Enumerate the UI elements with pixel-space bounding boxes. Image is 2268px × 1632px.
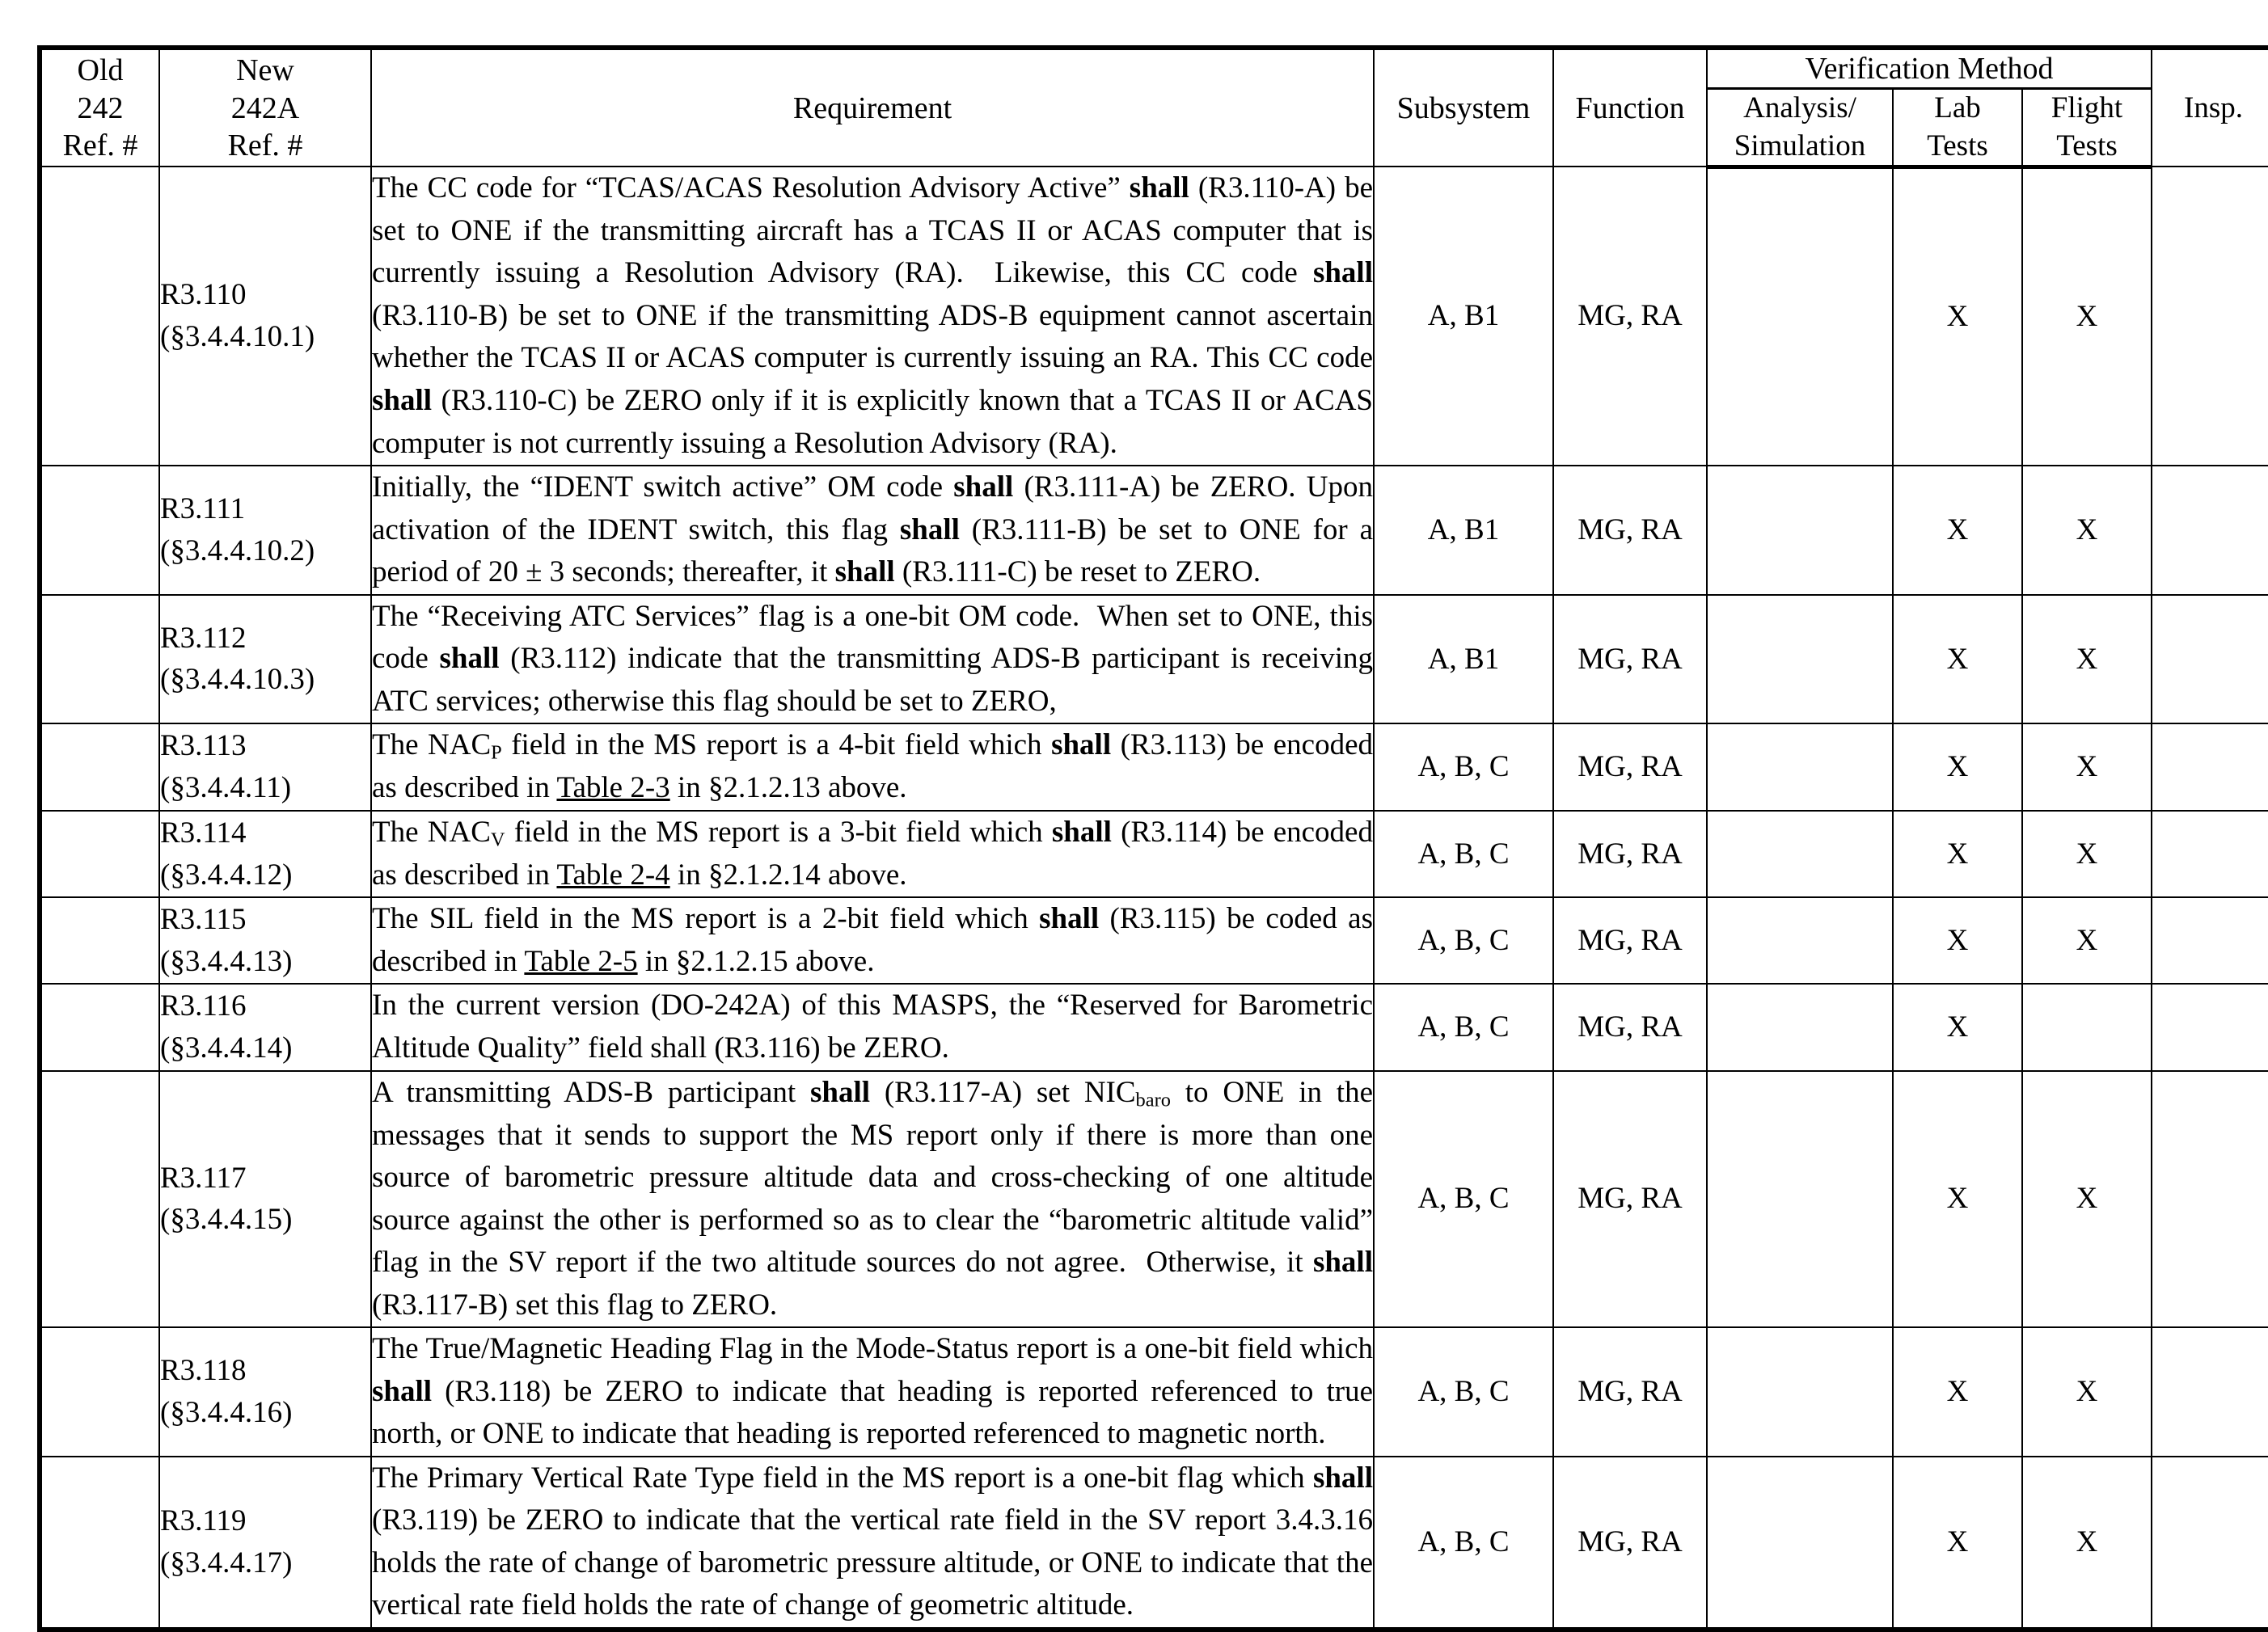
cell-new-ref (159, 1071, 371, 1328)
table-row (40, 595, 2268, 724)
table-header (40, 48, 2268, 167)
header-old-line1: Old (77, 53, 124, 88)
cell-inspection (2152, 723, 2268, 811)
new-ref-id: R3.112 (160, 621, 247, 655)
cell-function: MG, RA (1553, 897, 1707, 984)
cell-lab-tests: X (1893, 984, 2022, 1070)
header-old-242-ref (40, 48, 159, 167)
cell-flight-tests: X (2022, 1071, 2152, 1328)
cell-function: MG, RA (1553, 984, 1707, 1070)
header-verification-method: Verification Method (1707, 48, 2152, 89)
new-ref-id: R3.119 (160, 1504, 247, 1538)
cell-flight-tests (2022, 984, 2152, 1070)
table-row (40, 811, 2268, 898)
cell-flight-tests: X (2022, 167, 2152, 466)
new-ref-section: (§3.4.4.11) (160, 771, 292, 805)
header-lab-line1: Lab (1934, 91, 1981, 125)
header-lab-line2: Tests (1927, 129, 1988, 162)
cell-old-ref (40, 1457, 159, 1630)
cell-requirement-text: The SIL field in the MS report is a 2-bit field which shall (R3.115) be coded as described in Table 2-5 in §2.1.2.15 above. (371, 897, 1374, 984)
cell-requirement-text: The “Receiving ATC Services” flag is a one-bit OM code. When set to ONE, this code shall (R3.112) indicate that the transmitting ADS-B participant is receiving ATC services; otherwise this flag should be set to ZERO, (371, 595, 1374, 724)
table-row (40, 1457, 2268, 1630)
cell-inspection (2152, 897, 2268, 984)
header-analysis-simulation (1707, 89, 1893, 167)
new-ref-section: (§3.4.4.12) (160, 858, 293, 892)
cell-old-ref (40, 984, 159, 1070)
cell-analysis-simulation (1707, 1327, 1893, 1457)
cell-subsystem: A, B, C (1374, 1071, 1553, 1328)
cell-function: MG, RA (1553, 1071, 1707, 1328)
cell-requirement-text: The Primary Vertical Rate Type field in the MS report is a one-bit flag which shall (R3.119) be ZERO to indicate that the vertical rate field in the SV report 3.4.3.16 holds the rate of change of barometric pressure altitude, or ONE to indicate that the vertical rate field holds the rate of change of geometric altitude. (371, 1457, 1374, 1630)
cell-old-ref (40, 1071, 159, 1328)
cell-flight-tests: X (2022, 1457, 2152, 1630)
cell-analysis-simulation (1707, 1457, 1893, 1630)
cell-new-ref (159, 466, 371, 595)
cell-lab-tests: X (1893, 167, 2022, 466)
cell-old-ref (40, 1327, 159, 1457)
header-row-top (40, 48, 2268, 89)
cell-subsystem: A, B, C (1374, 897, 1553, 984)
cell-lab-tests: X (1893, 1457, 2022, 1630)
cell-analysis-simulation (1707, 595, 1893, 724)
cell-requirement-text: A transmitting ADS-B participant shall (R3.117-A) set $NIC_{baro}$ to ONE in the messages that it sends to support the MS report only if there is more than one source of barometric pressure altitude data and cross-checking of one altitude source against the other is performed so as to clear the “barometric altitude valid” flag in the SV report if the two altitude sources do not agree. Otherwise, it shall (R3.117-B) set this flag to ZERO. (371, 1071, 1374, 1328)
header-lab-tests (1893, 89, 2022, 167)
new-ref-section: (§3.4.4.15) (160, 1203, 293, 1237)
cell-inspection (2152, 595, 2268, 724)
cell-inspection (2152, 984, 2268, 1070)
cell-function: MG, RA (1553, 595, 1707, 724)
header-new-line2: 242A (230, 91, 300, 125)
header-old-line3: Ref. # (62, 128, 138, 162)
new-ref-section: (§3.4.4.10.1) (160, 320, 315, 354)
new-ref-id: R3.111 (160, 492, 246, 526)
cell-subsystem: A, B, C (1374, 1457, 1553, 1630)
header-requirement: Requirement (371, 48, 1374, 167)
cell-analysis-simulation (1707, 723, 1893, 811)
cell-flight-tests: X (2022, 811, 2152, 898)
cell-function: MG, RA (1553, 167, 1707, 466)
cell-lab-tests: X (1893, 811, 2022, 898)
header-flight-line2: Tests (2056, 129, 2118, 162)
table-row (40, 984, 2268, 1070)
cell-flight-tests: X (2022, 723, 2152, 811)
cell-requirement-text: The CC code for “TCAS/ACAS Resolution Advisory Active” shall (R3.110-A) be set to ONE if the transmitting aircraft has a TCAS II or ACAS computer that is currently issuing a Resolution Advisory (RA). Likewise, this CC code shall (R3.110-B) be set to ONE if the transmitting ADS-B equipment cannot ascertain whether the TCAS II or ACAS computer is currently issuing an RA. This CC code shall (R3.110-C) be ZERO only if it is explicitly known that a TCAS II or ACAS computer is not currently issuing a Resolution Advisory (RA). (371, 167, 1374, 466)
cell-subsystem: A, B, C (1374, 984, 1553, 1070)
new-ref-section: (§3.4.4.16) (160, 1396, 293, 1429)
new-ref-id: R3.115 (160, 903, 247, 937)
cell-lab-tests: X (1893, 595, 2022, 724)
cell-new-ref (159, 1327, 371, 1457)
cell-old-ref (40, 595, 159, 724)
cell-requirement-text: The $NAC_P$ field in the MS report is a 4-bit field which shall (R3.113) be encoded as described in Table 2-3 in §2.1.2.13 above. (371, 723, 1374, 811)
cell-subsystem: A, B, C (1374, 723, 1553, 811)
new-ref-section: (§3.4.4.13) (160, 944, 293, 978)
cell-analysis-simulation (1707, 1071, 1893, 1328)
cell-new-ref (159, 723, 371, 811)
cell-new-ref (159, 984, 371, 1070)
cell-flight-tests: X (2022, 1327, 2152, 1457)
header-old-line2: 242 (77, 91, 124, 125)
cell-new-ref (159, 897, 371, 984)
cell-old-ref (40, 723, 159, 811)
header-flight-tests (2022, 89, 2152, 167)
new-ref-id: R3.110 (160, 278, 247, 312)
cell-old-ref (40, 811, 159, 898)
table-row (40, 1327, 2268, 1457)
cell-lab-tests: X (1893, 1071, 2022, 1328)
cell-lab-tests: X (1893, 466, 2022, 595)
cell-subsystem: A, B1 (1374, 466, 1553, 595)
header-analysis-line2: Simulation (1734, 129, 1866, 162)
cell-old-ref (40, 466, 159, 595)
cell-inspection (2152, 1457, 2268, 1630)
cell-analysis-simulation (1707, 984, 1893, 1070)
cell-subsystem: A, B, C (1374, 1327, 1553, 1457)
cell-function: MG, RA (1553, 1327, 1707, 1457)
table-row (40, 897, 2268, 984)
new-ref-section: (§3.4.4.10.2) (160, 533, 315, 567)
cell-inspection (2152, 167, 2268, 466)
cell-new-ref (159, 811, 371, 898)
header-new-line3: Ref. # (227, 128, 303, 162)
new-ref-section: (§3.4.4.10.3) (160, 663, 315, 697)
new-ref-id: R3.117 (160, 1161, 247, 1195)
new-ref-id: R3.114 (160, 816, 247, 850)
cell-analysis-simulation (1707, 167, 1893, 466)
header-new-242a-ref (159, 48, 371, 167)
new-ref-id: R3.113 (160, 729, 247, 763)
cell-analysis-simulation (1707, 466, 1893, 595)
cell-function: MG, RA (1553, 723, 1707, 811)
cell-inspection (2152, 466, 2268, 595)
table-row (40, 1071, 2268, 1328)
cell-lab-tests: X (1893, 723, 2022, 811)
cell-flight-tests: X (2022, 897, 2152, 984)
cell-inspection (2152, 811, 2268, 898)
header-inspection: Insp. (2152, 48, 2268, 167)
cell-flight-tests: X (2022, 595, 2152, 724)
cell-lab-tests: X (1893, 1327, 2022, 1457)
new-ref-id: R3.116 (160, 989, 247, 1023)
cell-lab-tests: X (1893, 897, 2022, 984)
cell-old-ref (40, 167, 159, 466)
header-function: Function (1553, 48, 1707, 167)
cell-flight-tests: X (2022, 466, 2152, 595)
header-subsystem: Subsystem (1374, 48, 1553, 167)
cell-subsystem: A, B, C (1374, 811, 1553, 898)
cell-requirement-text: In the current version (DO-242A) of this MASPS, the “Reserved for Barometric Altitude Quality” field shall (R3.116) be ZERO. (371, 984, 1374, 1070)
cell-function: MG, RA (1553, 811, 1707, 898)
cell-old-ref (40, 897, 159, 984)
cell-requirement-text: The $NAC_V$ field in the MS report is a 3-bit field which shall (R3.114) be encoded as described in Table 2-4 in §2.1.2.14 above. (371, 811, 1374, 898)
table-body (40, 167, 2268, 1630)
header-analysis-line1: Analysis/ (1743, 91, 1856, 125)
requirements-verification-table (37, 45, 2268, 1632)
cell-new-ref (159, 595, 371, 724)
cell-requirement-text: Initially, the “IDENT switch active” OM code shall (R3.111-A) be ZERO. Upon activation of the IDENT switch, this flag shall (R3.111-B) be set to ONE for a period of 20 ± 3 seconds; thereafter, it shall (R3.111-C) be reset to ZERO. (371, 466, 1374, 595)
cell-subsystem: A, B1 (1374, 595, 1553, 724)
new-ref-section: (§3.4.4.14) (160, 1031, 293, 1065)
cell-function: MG, RA (1553, 1457, 1707, 1630)
new-ref-id: R3.118 (160, 1354, 247, 1388)
new-ref-section: (§3.4.4.17) (160, 1546, 293, 1579)
header-flight-line1: Flight (2050, 91, 2123, 125)
table-row (40, 466, 2268, 595)
header-new-line1: New (236, 53, 294, 88)
cell-inspection (2152, 1071, 2268, 1328)
table-row (40, 167, 2268, 466)
cell-inspection (2152, 1327, 2268, 1457)
cell-new-ref (159, 1457, 371, 1630)
table-row (40, 723, 2268, 811)
cell-analysis-simulation (1707, 897, 1893, 984)
cell-subsystem: A, B1 (1374, 167, 1553, 466)
cell-new-ref (159, 167, 371, 466)
cell-analysis-simulation (1707, 811, 1893, 898)
cell-function: MG, RA (1553, 466, 1707, 595)
cell-requirement-text: The True/Magnetic Heading Flag in the Mode-Status report is a one-bit field which shall (R3.118) be ZERO to indicate that heading is reported referenced to true north, or ONE to indicate that heading is reported referenced to magnetic north. (371, 1327, 1374, 1457)
